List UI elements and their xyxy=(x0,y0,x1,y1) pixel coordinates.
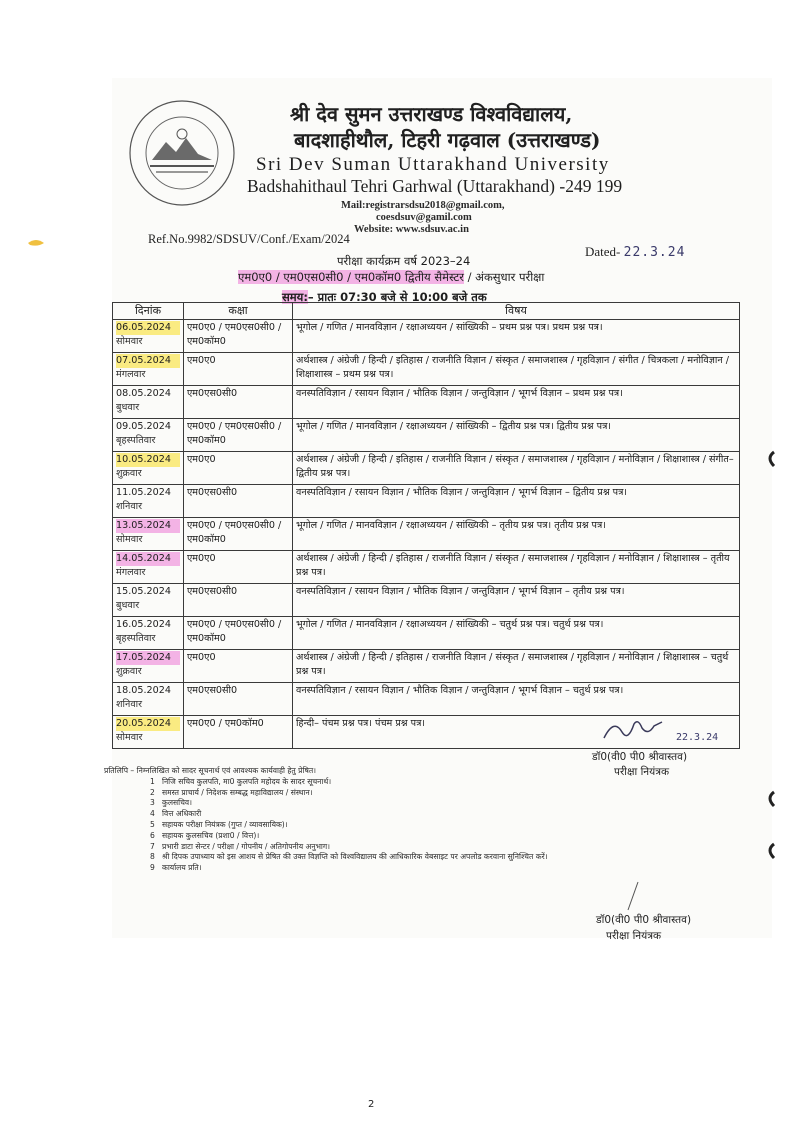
exam-date: 15.05.2024 xyxy=(116,586,171,597)
improvement-exam-text: / अंकसुधार परीक्षा xyxy=(463,270,545,284)
exam-class: एम0ए0 xyxy=(187,553,216,564)
note-text: श्री दिपक उपाध्याय को इस आशय से प्रेषित की उक्त विज्ञप्ति को विश्वविद्यालय की आधिकारिक वेबसाइट पर अपलोड करवाना सुनिश्चित करें। xyxy=(162,852,548,862)
university-name-hindi-line1: श्री देव सुमन उत्तराखण्ड विश्वविद्यालय, xyxy=(290,102,573,126)
exam-class: एम0ए0 / एम0एस0सी0 / एम0कॉम0 xyxy=(187,619,282,644)
class-cell xyxy=(184,320,293,353)
note-text: कार्यालय प्रति। xyxy=(162,863,202,873)
exam-date: 11.05.2024 xyxy=(116,487,171,498)
exam-date: 13.05.2024 xyxy=(116,519,180,533)
courses-text: एम0ए0 / एम0एस0सी0 / एम0कॉम0 xyxy=(238,270,405,284)
exam-day: मंगलवार xyxy=(116,368,146,380)
exam-day: मंगलवार xyxy=(116,566,146,578)
exam-subjects: भूगोल / गणित / मानवविज्ञान / रक्षाअध्ययन / सांख्यिकी – द्वितीय प्रश्न पत्र। द्वितीय प्रश्न पत्र। xyxy=(296,421,611,432)
exam-date: 16.05.2024 xyxy=(116,619,171,630)
exam-subjects: वनस्पतिविज्ञान / रसायन विज्ञान / भौतिक विज्ञान / जन्तुविज्ञान / भूगर्भ विज्ञान – तृतीय प्रश्न पत्र। xyxy=(296,586,625,597)
note-item xyxy=(104,809,664,820)
time-value: – प्रातः 07:30 बजे से 10:00 बजे तक xyxy=(307,290,487,304)
semester-text: द्वितीय सैमेस्टर xyxy=(404,270,464,284)
note-number: 1 xyxy=(150,776,155,786)
exam-class: एम0एस0सी0 xyxy=(187,685,238,696)
class-cell xyxy=(184,650,293,683)
dated-line xyxy=(585,244,685,260)
date-cell xyxy=(113,353,184,386)
note-text: प्रभारी डाटा सेन्टर / परीक्षा / गोपनीय / अतिगोपनीय अनुभाग। xyxy=(162,841,331,851)
date-cell xyxy=(113,386,184,419)
date-cell xyxy=(113,485,184,518)
table-row xyxy=(113,584,740,617)
exam-day: सोमवार xyxy=(116,731,143,743)
note-item xyxy=(104,788,664,799)
table-header-row xyxy=(113,303,740,320)
note-number: 6 xyxy=(150,830,155,840)
class-cell xyxy=(184,386,293,419)
note-number: 4 xyxy=(150,809,155,819)
exam-subjects: वनस्पतिविज्ञान / रसायन विज्ञान / भौतिक विज्ञान / जन्तुविज्ञान / भूगर्भ विज्ञान – द्वितीय प्रश्न पत्र। xyxy=(296,487,628,498)
header-date: दिनांक xyxy=(113,303,184,320)
exam-subjects: अर्थशास्त्र / अंग्रेजी / हिन्दी / इतिहास / राजनीति विज्ञान / संस्कृत / समाजशास्त्र / गृहविज्ञान / मनोविज्ञान / शिक्षाशास्त्र / संगीत– द्वितीय प्रश्न पत्र। xyxy=(296,454,734,479)
exam-date: 20.05.2024 xyxy=(116,717,180,731)
table-row xyxy=(113,353,740,386)
subject-cell xyxy=(293,353,740,386)
class-cell xyxy=(184,551,293,584)
class-cell xyxy=(184,452,293,485)
exam-day: बृहस्पतिवार xyxy=(116,632,156,644)
exam-date: 10.05.2024 xyxy=(116,453,180,467)
class-cell xyxy=(184,584,293,617)
class-cell xyxy=(184,419,293,452)
exam-schedule-table xyxy=(112,302,740,749)
exam-subjects: अर्थशास्त्र / अंग्रेजी / हिन्दी / इतिहास / राजनीति विज्ञान / संस्कृत / समाजशास्त्र / गृहविज्ञान / संगीत / चित्रकला / मनोविज्ञान / शिक्षाशास्त्र – प्रथम प्रश्न पत्र। xyxy=(296,355,729,380)
binder-hole-marks xyxy=(752,440,782,960)
exam-class: एम0ए0 / एम0एस0सी0 / एम0कॉम0 xyxy=(187,520,282,545)
exam-subjects: भूगोल / गणित / मानवविज्ञान / रक्षाअध्ययन / सांख्यिकी – तृतीय प्रश्न पत्र। तृतीय प्रश्न पत्र। xyxy=(296,520,606,531)
dated-value: 22.3.24 xyxy=(623,245,686,260)
header-class: कक्षा xyxy=(184,303,293,320)
controller-name-2: डॉ0(वी0 पी0 श्रीवास्तव) xyxy=(596,914,692,926)
exam-subjects: हिन्दी– पंचम प्रश्न पत्र। पंचम प्रश्न पत्र। xyxy=(296,718,426,729)
university-website: Website: www.sdsuv.ac.in xyxy=(354,224,469,235)
controller-name-1: डॉ0(वी0 पी0 श्रीवास्तव) xyxy=(592,751,688,763)
subject-cell xyxy=(293,518,740,551)
exam-date: 08.05.2024 xyxy=(116,388,171,399)
date-cell xyxy=(113,683,184,716)
subject-cell xyxy=(293,617,740,650)
subject-cell xyxy=(293,419,740,452)
exam-class: एम0ए0 / एम0कॉम0 xyxy=(187,718,264,729)
exam-subjects: अर्थशास्त्र / अंग्रेजी / हिन्दी / इतिहास / राजनीति विज्ञान / संस्कृत / समाजशास्त्र / गृहविज्ञान / मनोविज्ञान / शिक्षाशास्त्र – तृतीय प्रश्न पत्र। xyxy=(296,553,730,578)
exam-subjects: वनस्पतिविज्ञान / रसायन विज्ञान / भौतिक विज्ञान / जन्तुविज्ञान / भूगर्भ विज्ञान – चतुर्थ प्रश्न पत्र। xyxy=(296,685,624,696)
signature-stroke xyxy=(624,880,644,912)
note-number: 3 xyxy=(150,798,155,808)
class-cell xyxy=(184,518,293,551)
note-text: समस्त प्राचार्य / निदेशक सम्बद्ध महाविद्यालय / संस्थान। xyxy=(162,787,313,797)
schedule-title-courses xyxy=(238,270,544,285)
date-cell xyxy=(113,551,184,584)
notes-intro: प्रतिलिपि – निम्नलिखित को सादर सूचनार्थ एवं आवश्यक कार्यवाही हेतु प्रेषित। xyxy=(104,766,317,775)
university-address-english: Badshahithaul Tehri Garhwal (Uttarakhand) -249 199 xyxy=(247,176,623,196)
exam-class: एम0एस0सी0 xyxy=(187,487,238,498)
subject-cell xyxy=(293,551,740,584)
university-mail: Mail:registrarsdsu2018@gmail.com, xyxy=(341,200,505,211)
class-cell xyxy=(184,716,293,749)
class-cell xyxy=(184,617,293,650)
subject-cell xyxy=(293,716,740,749)
controller-designation-2: परीक्षा नियंत्रक xyxy=(606,930,662,942)
exam-date: 09.05.2024 xyxy=(116,421,171,432)
table-row xyxy=(113,518,740,551)
class-cell xyxy=(184,485,293,518)
table-row xyxy=(113,683,740,716)
subject-cell xyxy=(293,584,740,617)
university-name-hindi-line2: बादशाहीथौल, टिहरी गढ़वाल (उत्तराखण्ड) xyxy=(294,128,601,152)
table-row xyxy=(113,320,740,353)
reference-number: Ref.No.9982/SDSUV/Conf./Exam/2024 xyxy=(148,232,350,246)
date-cell xyxy=(113,452,184,485)
table-row xyxy=(113,452,740,485)
exam-date: 06.05.2024 xyxy=(116,321,180,335)
note-item xyxy=(104,842,664,853)
highlighter-smudge-icon xyxy=(26,236,48,250)
exam-day: सोमवार xyxy=(116,533,143,545)
handwritten-signature xyxy=(600,716,670,748)
exam-day: शनिवार xyxy=(116,698,143,710)
exam-class: एम0एस0सी0 xyxy=(187,586,238,597)
table-body xyxy=(113,320,740,749)
exam-day: शुक्रवार xyxy=(116,665,142,677)
note-item xyxy=(104,863,664,874)
exam-subjects: अर्थशास्त्र / अंग्रेजी / हिन्दी / इतिहास / राजनीति विज्ञान / संस्कृत / समाजशास्त्र / गृहविज्ञान / मनोविज्ञान / शिक्षाशास्त्र – चतुर्थ प्रश्न पत्र। xyxy=(296,652,729,677)
note-number: 2 xyxy=(150,787,155,797)
note-number: 7 xyxy=(150,841,155,851)
note-text: निजि सचिव कुलपति, मा0 कुलपति महोदय के सादर सूचनार्थ। xyxy=(162,776,332,786)
exam-day: बुधवार xyxy=(116,401,140,413)
exam-date: 18.05.2024 xyxy=(116,685,171,696)
subject-cell xyxy=(293,386,740,419)
exam-day: बृहस्पतिवार xyxy=(116,434,156,446)
note-number: 9 xyxy=(150,863,155,873)
date-cell xyxy=(113,584,184,617)
exam-class: एम0ए0 xyxy=(187,652,216,663)
exam-class: एम0ए0 xyxy=(187,355,216,366)
exam-date: 07.05.2024 xyxy=(116,354,180,368)
date-cell xyxy=(113,617,184,650)
note-text: सहायक कुलसचिव (प्रशा0 / वित्त)। xyxy=(162,830,260,840)
note-item xyxy=(104,831,664,842)
exam-date: 17.05.2024 xyxy=(116,651,180,665)
exam-class: एम0ए0 xyxy=(187,454,216,465)
exam-class: एम0एस0सी0 xyxy=(187,388,238,399)
exam-date: 14.05.2024 xyxy=(116,552,180,566)
exam-day: बुधवार xyxy=(116,599,140,611)
exam-class: एम0ए0 / एम0एस0सी0 / एम0कॉम0 xyxy=(187,421,282,446)
note-text: कुलसचिव। xyxy=(162,798,193,808)
page-number: 2 xyxy=(368,1099,375,1110)
date-cell xyxy=(113,716,184,749)
subject-cell xyxy=(293,452,740,485)
table-row xyxy=(113,419,740,452)
table-row xyxy=(113,386,740,419)
subject-cell xyxy=(293,683,740,716)
exam-subjects: भूगोल / गणित / मानवविज्ञान / रक्षाअध्ययन / सांख्यिकी – प्रथम प्रश्न पत्र। प्रथम प्रश्न पत्र। xyxy=(296,322,603,333)
note-item xyxy=(104,852,664,863)
note-text: वित्त अधिकारी xyxy=(162,809,202,819)
header-subject: विषय xyxy=(293,303,740,320)
note-item xyxy=(104,777,664,788)
subject-cell xyxy=(293,320,740,353)
table-row xyxy=(113,617,740,650)
date-cell xyxy=(113,419,184,452)
exam-day: सोमवार xyxy=(116,335,143,347)
exam-subjects: वनस्पतिविज्ञान / रसायन विज्ञान / भौतिक विज्ञान / जन्तुविज्ञान / भूगर्भ विज्ञान – प्रथम प्रश्न पत्र। xyxy=(296,388,623,399)
subject-cell xyxy=(293,650,740,683)
university-seal-logo xyxy=(126,98,238,208)
notes-list xyxy=(104,777,664,874)
exam-day: शुक्रवार xyxy=(116,467,142,479)
date-cell xyxy=(113,650,184,683)
class-cell xyxy=(184,683,293,716)
subject-cell xyxy=(293,485,740,518)
table-row xyxy=(113,650,740,683)
date-cell xyxy=(113,518,184,551)
university-mail-2: coesdsuv@gamil.com xyxy=(376,212,472,223)
note-item xyxy=(104,798,664,809)
note-number: 5 xyxy=(150,819,155,829)
university-name-english-line1: Sri Dev Suman Uttarakhand University xyxy=(256,154,610,175)
table-row xyxy=(113,551,740,584)
class-cell xyxy=(184,353,293,386)
note-text: सहायक परीक्षा नियंत्रक (गुप्त / व्यावसायिक)। xyxy=(162,819,288,829)
exam-subjects: भूगोल / गणित / मानवविज्ञान / रक्षाअध्ययन / सांख्यिकी – चतुर्थ प्रश्न पत्र। चतुर्थ प्रश्न पत्र। xyxy=(296,619,604,630)
exam-day: शनिवार xyxy=(116,500,143,512)
copy-to-notes xyxy=(104,766,664,874)
exam-class: एम0ए0 / एम0एस0सी0 / एम0कॉम0 xyxy=(187,322,282,347)
table-row xyxy=(113,485,740,518)
signature-handwritten-date: 22.3.24 xyxy=(676,732,719,743)
note-item xyxy=(104,820,664,831)
note-number: 8 xyxy=(150,852,155,862)
date-cell xyxy=(113,320,184,353)
dated-label: Dated- xyxy=(585,244,621,259)
schedule-title-year: परीक्षा कार्यक्रम वर्ष 2023–24 xyxy=(337,254,471,268)
time-label: समय: xyxy=(282,290,308,304)
controller-designation-1: परीक्षा नियंत्रक xyxy=(614,766,670,778)
